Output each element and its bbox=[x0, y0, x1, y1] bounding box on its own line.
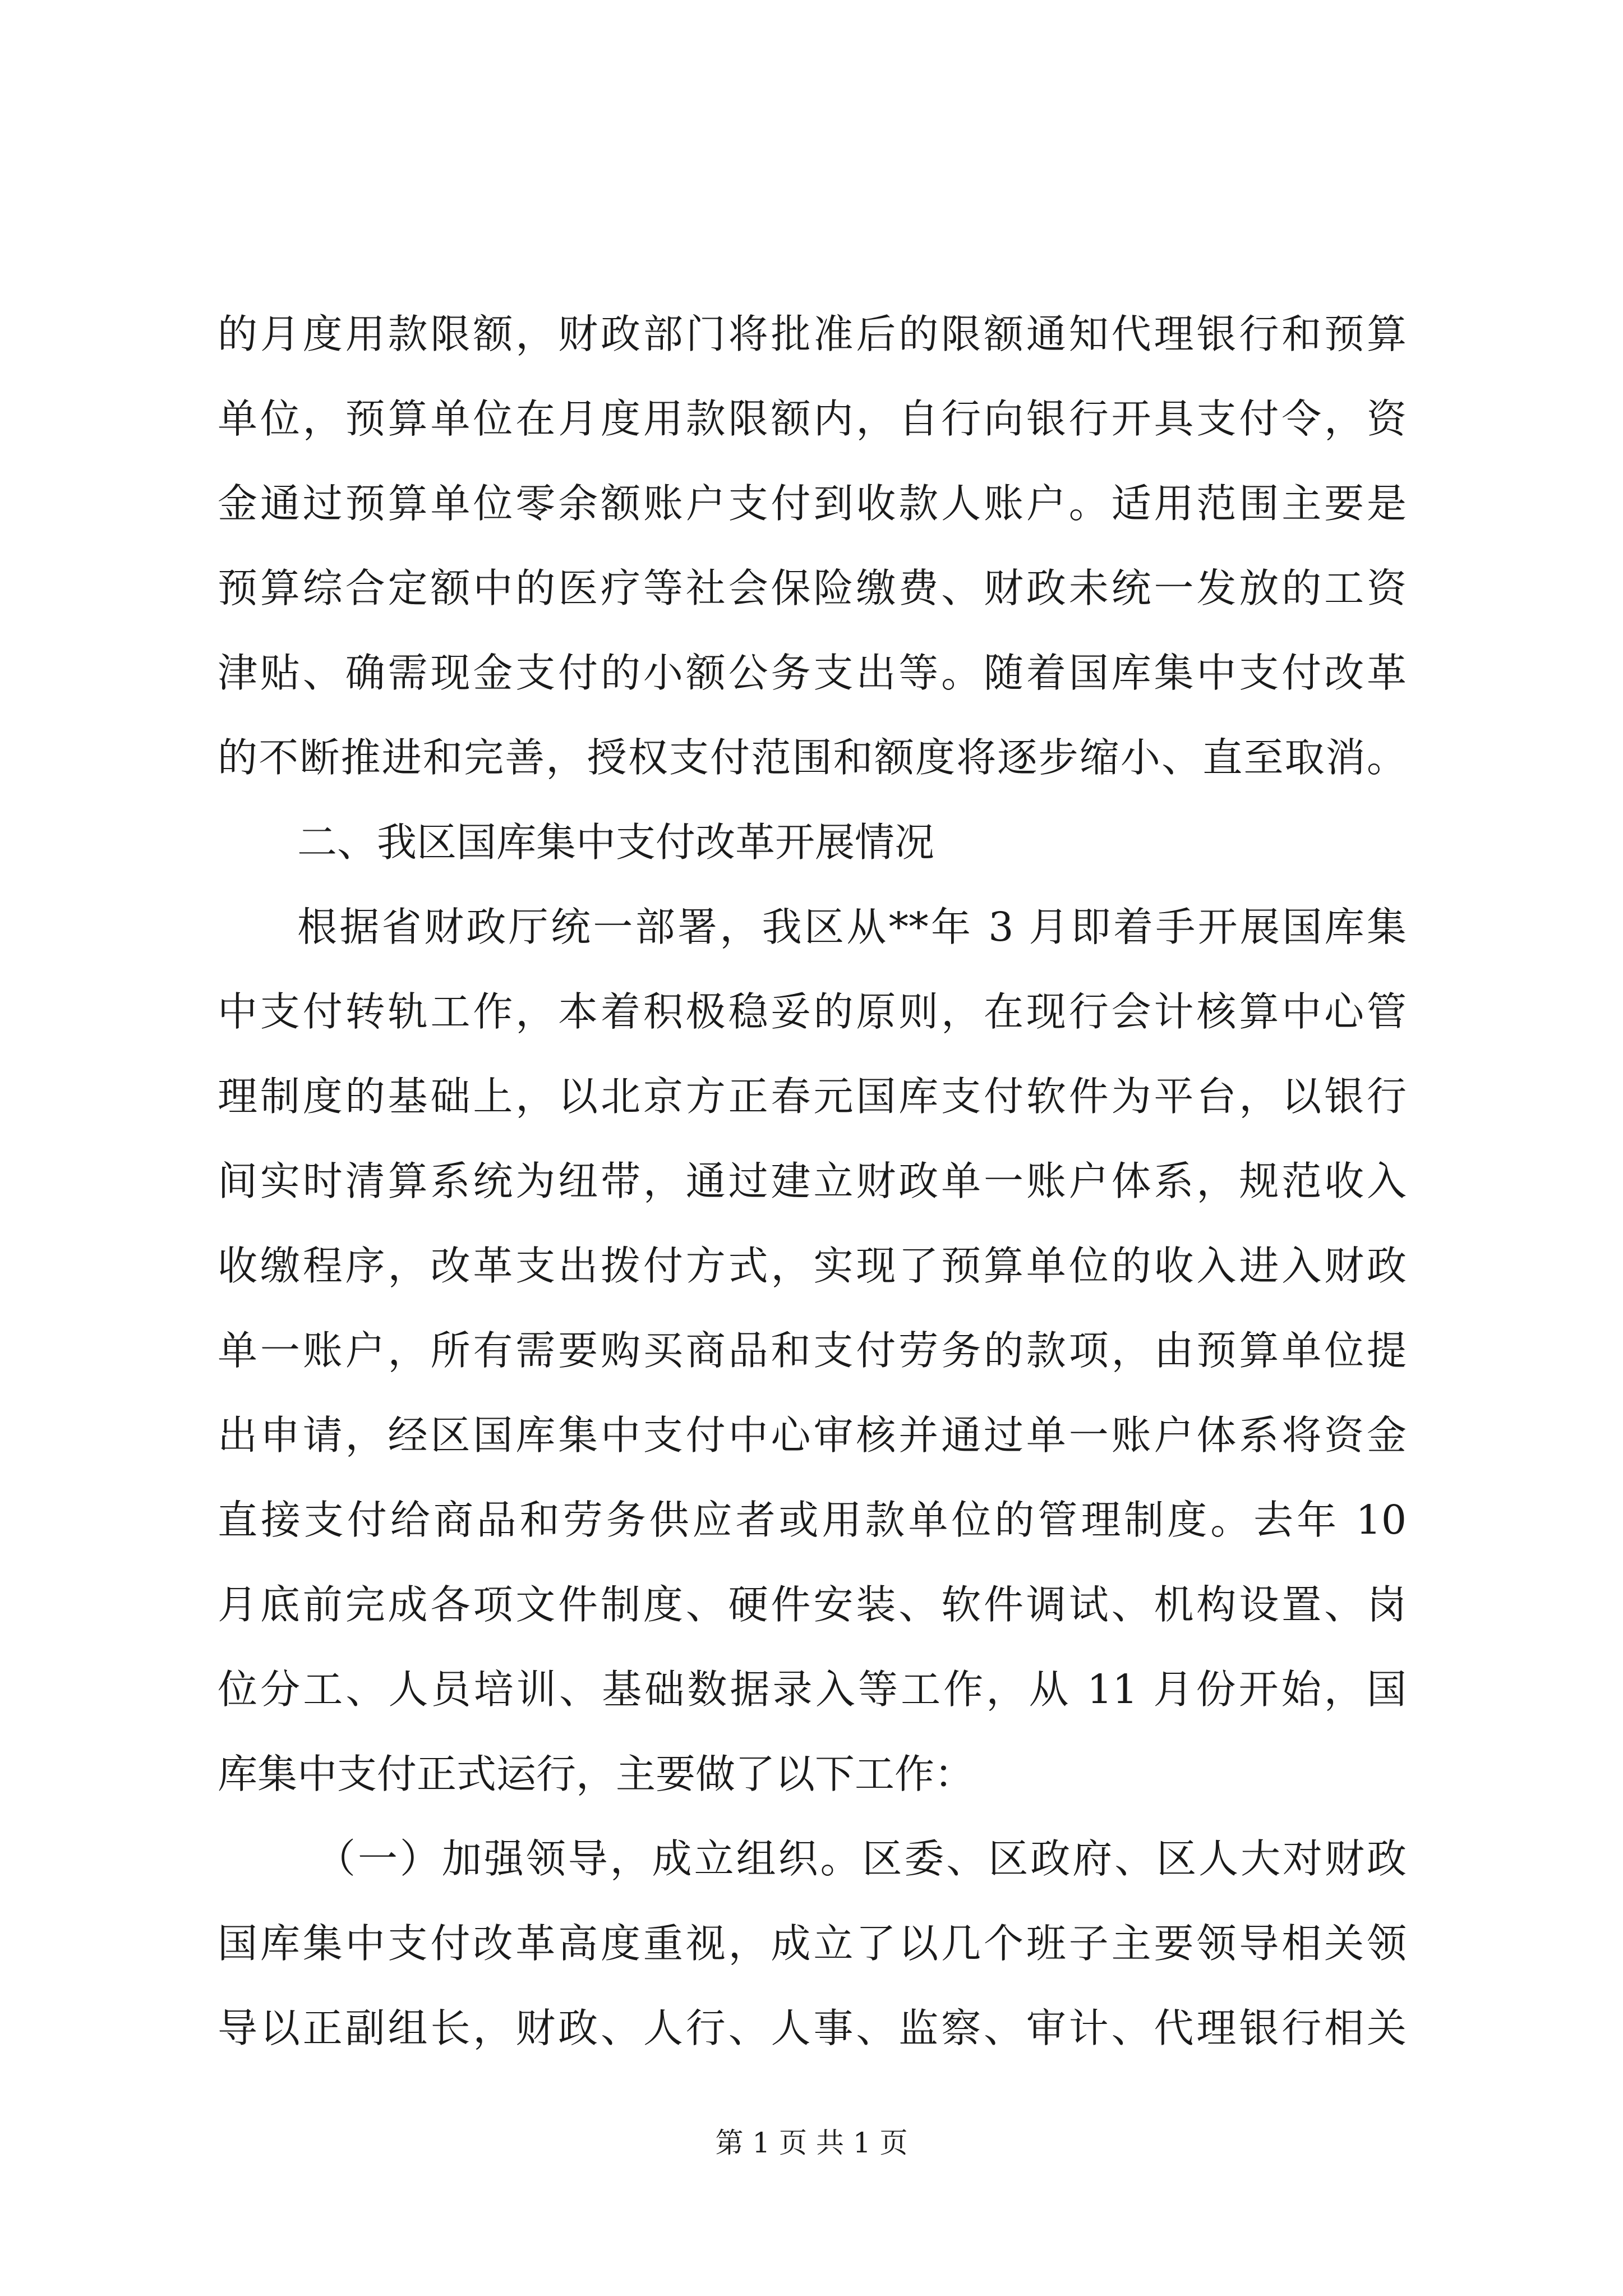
text-line: 月底前完成各项文件制度、硬件安装、软件调试、机构设置、岗 bbox=[218, 1581, 1407, 1628]
text-line: 单一账户，所有需要购买商品和支付劳务的款项，由预算单位提 bbox=[218, 1327, 1407, 1374]
text-line: 理制度的基础上，以北京方正春元国库支付软件为平台，以银行 bbox=[218, 1073, 1407, 1120]
text-line: 根据省财政厅统一部署，我区从**年 3 月即着手开展国库集 bbox=[297, 904, 1407, 950]
page-footer: 第 1 页 共 1 页 bbox=[715, 2127, 908, 2159]
text-line: 导以正副组长，财政、人行、人事、监察、审计、代理银行相关 bbox=[218, 2005, 1407, 2051]
text-line: 的月度用款限额，财政部门将批准后的限额通知代理银行和预算 bbox=[218, 311, 1407, 357]
text-line: 的不断推进和完善，授权支付范围和额度将逐步缩小、直至取消。 bbox=[218, 734, 1407, 781]
text-line: 直接支付给商品和劳务供应者或用款单位的管理制度。去年 10 bbox=[218, 1497, 1407, 1543]
text-line: 位分工、人员培训、基础数据录入等工作，从 11 月份开始，国 bbox=[218, 1666, 1407, 1713]
text-line: 间实时清算系统为纽带，通过建立财政单一账户体系，规范收入 bbox=[218, 1158, 1407, 1204]
text-line: 金通过预算单位零余额账户支付到收款人账户。适用范围主要是 bbox=[218, 480, 1407, 527]
text-line: 津贴、确需现金支付的小额公务支出等。随着国库集中支付改革 bbox=[218, 650, 1407, 696]
section-heading: 二、我区国库集中支付改革开展情况 bbox=[297, 819, 935, 866]
text-line: 预算综合定额中的医疗等社会保险缴费、财政未统一发放的工资 bbox=[218, 565, 1407, 611]
text-line: 单位，预算单位在月度用款限额内，自行向银行开具支付令，资 bbox=[218, 395, 1407, 442]
text-line: 中支付转轨工作，本着积极稳妥的原则，在现行会计核算中心管 bbox=[218, 988, 1407, 1035]
text-line: 国库集中支付改革高度重视，成立了以几个班子主要领导相关领 bbox=[218, 1920, 1407, 1967]
text-line: 库集中支付正式运行，主要做了以下工作： bbox=[218, 1751, 975, 1797]
text-line: 收缴程序，改革支出拨付方式，实现了预算单位的收入进入财政 bbox=[218, 1243, 1407, 1289]
subsection-line: （一）加强领导，成立组织。区委、区政府、区人大对财政 bbox=[316, 1835, 1407, 1882]
document-body bbox=[218, 292, 1407, 2070]
text-line: 出申请，经区国库集中支付中心审核并通过单一账户体系将资金 bbox=[218, 1412, 1407, 1458]
